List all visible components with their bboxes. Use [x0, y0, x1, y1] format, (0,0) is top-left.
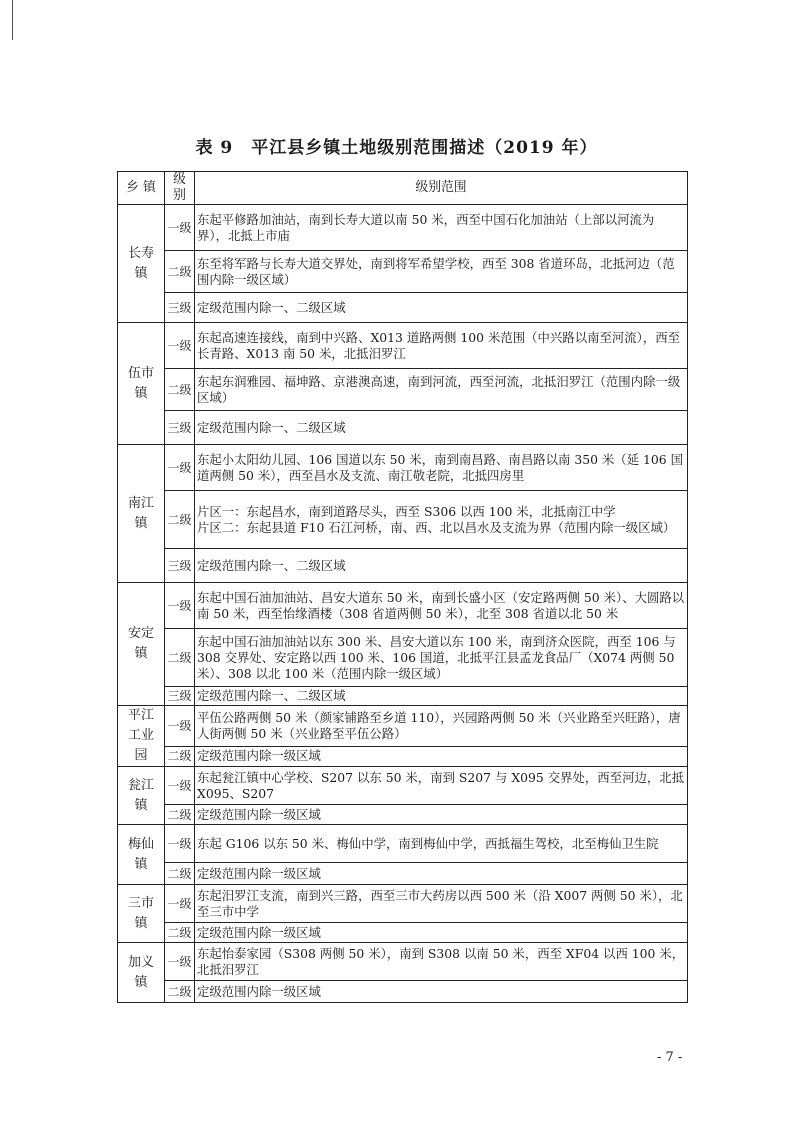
table-row — [118, 981, 688, 1003]
town-name-part: 加义 — [127, 954, 154, 970]
range-description-cell — [195, 445, 688, 491]
town-name-cell — [118, 706, 165, 767]
range-description-text: 平伍公路两侧 50 米（颜家铺路至乡道 110），兴园路两侧 50 米（兴业路至兴旺路），唐人街两侧 50 米（兴业路至平伍公路） — [197, 709, 681, 741]
town-name-cell — [118, 323, 165, 445]
town-name-part: 镇 — [134, 915, 148, 931]
level-cell: 一级 — [165, 323, 195, 369]
town-name-part: 安定 — [127, 626, 154, 641]
town-name-part: 镇 — [134, 515, 148, 531]
range-description-cell — [195, 491, 688, 549]
range-description-cell — [195, 923, 688, 943]
town-name-cell — [118, 767, 165, 825]
range-description-cell — [195, 767, 688, 805]
town-name-part: 镇 — [134, 974, 148, 990]
range-description-text: 定级范围内除一、二级区域 — [197, 419, 346, 435]
range-description-cell — [195, 805, 688, 825]
table-row — [118, 863, 688, 885]
table-row — [118, 251, 688, 293]
town-name-part: 梅仙 — [127, 836, 154, 852]
level-cell: 一级 — [165, 943, 195, 981]
table-row — [118, 706, 688, 747]
range-description-cell — [195, 885, 688, 923]
range-description-text: 东起东润雅园、福坤路、京港澳高速，南到河流，西至河流，北抵汨罗江（范围内除一级区域） — [197, 373, 681, 405]
level-cell: 二级 — [165, 805, 195, 825]
table-row — [118, 746, 688, 766]
level-cell: 二级 — [165, 981, 195, 1003]
range-description-text: 东起平修路加油站，南到长寿大道以南 50 米，西至中国石化加油站（上部以河流为界），北抵上市庙 — [197, 211, 655, 243]
town-name-part: 镇 — [134, 265, 148, 281]
table-row — [118, 885, 688, 923]
range-description-cell — [195, 583, 688, 629]
town-name-part: 南江 — [127, 495, 154, 511]
range-description-cell — [195, 629, 688, 687]
table-row — [118, 687, 688, 706]
level-cell: 二级 — [165, 863, 195, 885]
range-description-text: 定级范围内除一级区域 — [197, 983, 321, 999]
range-description-text: 定级范围内除一级区域 — [197, 806, 321, 822]
town-name-cell — [118, 583, 165, 706]
range-description-text: 定级范围内除一级区域 — [197, 865, 321, 881]
range-description-cell — [195, 943, 688, 981]
page-number: - 7 - — [657, 1050, 683, 1065]
town-name-part: 伍市 — [127, 365, 154, 381]
table-row — [118, 825, 688, 863]
range-description-cell — [195, 251, 688, 293]
town-name-part: 长寿 — [127, 245, 154, 261]
level-cell: 一级 — [165, 706, 195, 747]
range-description-cell — [195, 863, 688, 885]
town-name-cell — [118, 825, 165, 885]
town-name-part: 瓮江 — [127, 777, 154, 793]
town-name-cell — [118, 943, 165, 1003]
level-cell: 三级 — [165, 549, 195, 583]
table-row — [118, 411, 688, 445]
table-row — [118, 767, 688, 805]
level-cell: 三级 — [165, 411, 195, 445]
range-description-text: 东起中国石油加油站、昌安大道东 50 米，南到长盛小区（安定路两侧 50 米）、大圆路以南 50 米，西至怡缘酒楼（308 省道两侧 50 米），北至 308 省道以北 50 米 — [197, 589, 685, 621]
table-row — [118, 943, 688, 981]
table-row — [118, 293, 688, 323]
town-name-part: 镇 — [134, 646, 148, 661]
table-row — [118, 491, 688, 549]
range-description-cell — [195, 706, 688, 747]
level-cell: 二级 — [165, 629, 195, 687]
town-name-part: 工业 — [127, 728, 154, 743]
range-description-cell — [195, 981, 688, 1003]
range-description-text: 东起中国石油加油站以东 300 米、昌安大道以东 100 米，南到济众医院，西至 106 与 308 交界处、安定路以西 100 米、106 国道，北抵平江县孟龙食品厂（X074 两侧 50 米）、308 以北 100 米（范围内除一级区域） — [197, 633, 676, 681]
range-description-cell — [195, 293, 688, 323]
range-description-text: 东起小太阳幼儿园、106 国道以东 50 米，南到南昌路、南昌路以南 350 米（延 106 国道两侧 50 米），西至昌水及支流、南江敬老院，北抵四房里 — [197, 451, 684, 483]
range-description-cell — [195, 549, 688, 583]
header-range: 级别范围 — [195, 172, 688, 205]
level-cell: 二级 — [165, 746, 195, 766]
range-description-text: 定级范围内除一、二级区域 — [197, 557, 346, 573]
level-cell: 三级 — [165, 687, 195, 706]
range-description-text: 东起高速连接线，南到中兴路、X013 道路两侧 100 米范围（中兴路以南至河流），西至长青路、X013 南 50 米，北抵汨罗江 — [197, 329, 681, 361]
town-name-cell — [118, 885, 165, 943]
range-description-text: 东起 G106 以东 50 米、梅仙中学，南到梅仙中学，西抵福生驾校，北至梅仙卫生院 — [197, 835, 659, 851]
table-row — [118, 369, 688, 411]
level-cell: 二级 — [165, 251, 195, 293]
table-row — [118, 805, 688, 825]
range-description-text: 片区一：东起昌水，南到道路尽头，西至 S306 以西 100 米，北抵南江中学 — [197, 503, 616, 519]
town-name-part: 平江 — [127, 708, 154, 723]
town-name-cell — [118, 445, 165, 583]
table-row — [118, 205, 688, 251]
table-row — [118, 629, 688, 687]
town-name-part: 镇 — [134, 856, 148, 872]
level-cell: 二级 — [165, 491, 195, 549]
range-description-cell — [195, 687, 688, 706]
range-description-text: 东起汨罗江支流，南到兴三路，西至三市大药房以西 500 米（沿 X007 两侧 50 米），北至三市中学 — [197, 887, 683, 919]
range-description-cell — [195, 825, 688, 863]
town-name-part: 镇 — [134, 797, 148, 813]
header-town: 乡 镇 — [118, 172, 165, 205]
range-description-cell — [195, 746, 688, 766]
range-description-text: 定级范围内除一、二级区域 — [197, 299, 346, 315]
table-title: 表 9 平江县乡镇土地级别范围描述（2019 年） — [195, 138, 598, 158]
range-description-cell — [195, 411, 688, 445]
table-row — [118, 549, 688, 583]
table-body — [118, 205, 688, 1003]
level-cell: 一级 — [165, 205, 195, 251]
table-header-row — [118, 172, 688, 205]
header-level: 级别 — [165, 172, 195, 205]
range-description-text: 定级范围内除一、二级区域 — [197, 688, 346, 703]
level-cell: 一级 — [165, 445, 195, 491]
town-name-cell — [118, 205, 165, 323]
level-cell: 一级 — [165, 583, 195, 629]
land-grade-table — [117, 171, 688, 1003]
range-description-text: 东起怡泰家园（S308 两侧 50 米），南到 S308 以南 50 米，西至 XF04 以西 100 米，北抵汨罗江 — [197, 945, 685, 977]
range-description-text: 东至将军路与长寿大道交界处，南到将军希望学校，西至 308 省道环岛，北抵河边（范围内除一级区域） — [197, 255, 675, 287]
level-cell: 二级 — [165, 923, 195, 943]
range-description-cell — [195, 323, 688, 369]
range-description-text: 定级范围内除一级区域 — [197, 748, 321, 764]
table-row — [118, 583, 688, 629]
range-description-cell — [195, 369, 688, 411]
level-cell: 三级 — [165, 293, 195, 323]
town-name-part: 三市 — [127, 895, 154, 911]
table-row — [118, 323, 688, 369]
scan-edge-mark — [12, 0, 13, 40]
range-description-cell — [195, 205, 688, 251]
level-cell: 一级 — [165, 825, 195, 863]
town-name-part: 镇 — [134, 385, 148, 401]
table-row — [118, 923, 688, 943]
level-cell: 一级 — [165, 767, 195, 805]
range-description-text: 片区二：东起县道 F10 石江河桥，南、西、北以昌水及支流为界（范围内除一级区域） — [197, 519, 676, 535]
range-description-text: 东起瓮江镇中心学校、S207 以东 50 米，南到 S207 与 X095 交界处，西至河边，北抵 X095、S207 — [197, 769, 685, 801]
town-name-part: 园 — [134, 748, 148, 763]
table-row — [118, 445, 688, 491]
range-description-text: 定级范围内除一级区域 — [197, 924, 321, 940]
level-cell: 二级 — [165, 369, 195, 411]
level-cell: 一级 — [165, 885, 195, 923]
